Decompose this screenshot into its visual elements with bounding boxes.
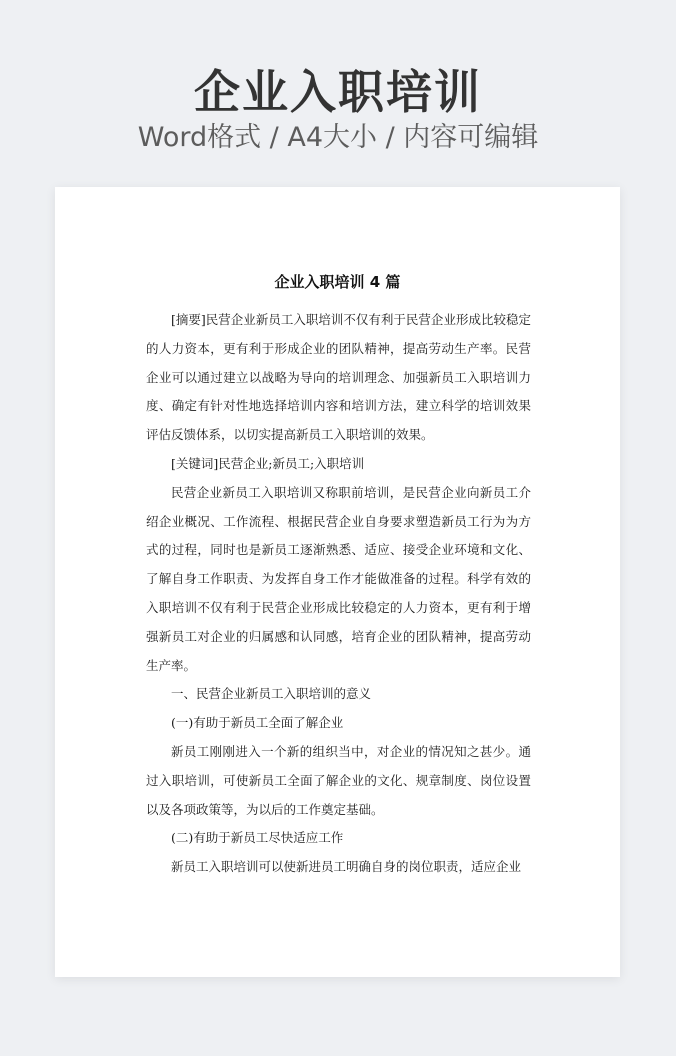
banner: [0, 0, 676, 170]
subsection-heading: (一)有助于新员工全面了解企业: [171, 715, 344, 731]
banner-subtitle: Word格式 / A4大小 / 内容可编辑: [137, 122, 539, 153]
body-paragraph: 民营企业新员工入职培训又称职前培训，是民营企业向新员工介绍企业概况、工作流程、根据民营企业自身要求塑造新员工行为为方式的过程，同时也是新员工逐渐熟悉、适应、接受企业环境和文化、了解自身工作职责、为发挥自身工作才能做准备的过程。科学有效的入职培训不仅有利于民营企业形成比较稳定的人力资本，更有利于增强新员工对企业的归属感和认同感，培育企业的团队精神，提高劳动生产率。: [146, 484, 531, 673]
subsection-heading: (二)有助于新员工尽快适应工作: [171, 830, 344, 846]
abstract-paragraph: [摘要]民营企业新员工入职培训不仅有利于民营企业形成比较稳定的人力资本，更有利于形成企业的团队精神，提高劳动生产率。民营企业可以通过建立以战略为导向的培训理念、加强新员工入职培训力度、确定有针对性地选择培训内容和培训方法，建立科学的培训效果评估反馈体系，以切实提高新员工入职培训的效果。: [146, 312, 531, 443]
keywords-paragraph: [关键词]民营企业;新员工;入职培训: [171, 455, 365, 471]
body-paragraph: 新员工刚刚进入一个新的组织当中，对企业的情况知之甚少。通过入职培训，可使新员工全面了解企业的文化、规章制度、岗位设置以及各项政策等，为以后的工作奠定基础。: [146, 743, 531, 817]
section-heading: 一、民营企业新员工入职培训的意义: [171, 686, 372, 702]
body-paragraph: 新员工入职培训可以使新进员工明确自身的岗位职责，适应企业: [171, 859, 522, 875]
document-body: [146, 306, 531, 882]
banner-title: 企业入职培训: [194, 65, 482, 119]
document-title: 企业入职培训 4 篇: [274, 273, 401, 291]
document-page: [55, 187, 620, 977]
